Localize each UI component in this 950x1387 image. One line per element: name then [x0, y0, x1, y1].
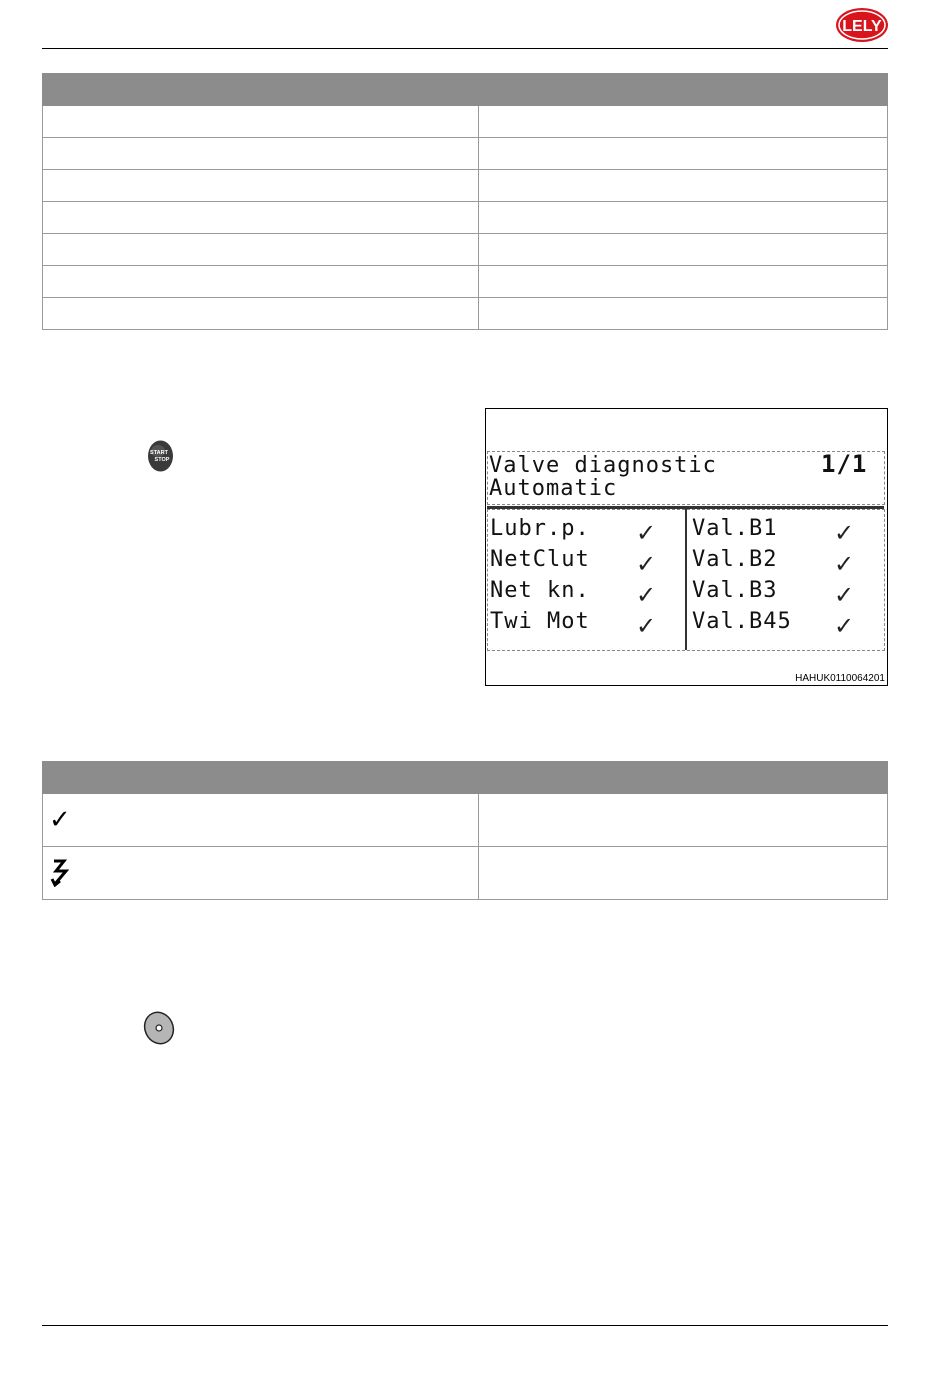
table-cell [43, 266, 479, 298]
header-rule [42, 48, 888, 49]
check-icon: ✓ [834, 519, 855, 547]
table-cell [43, 298, 479, 330]
table-row [43, 298, 888, 330]
lcd-item-left: Twi Mot [490, 609, 590, 634]
lely-logo [835, 6, 889, 44]
table-cell [479, 266, 888, 298]
svg-text:LELY: LELY [842, 18, 882, 35]
table-row [43, 202, 888, 234]
table-cell [43, 234, 479, 266]
table-row [43, 266, 888, 298]
check-icon: ✓ [834, 550, 855, 578]
lcd-page-indicator: 1/1 [821, 450, 868, 478]
table-header-row [43, 74, 888, 106]
check-icon: ✓ [834, 612, 855, 640]
fault-icon [49, 859, 71, 887]
table-row [43, 847, 888, 900]
table-cell [43, 170, 479, 202]
table-row [43, 170, 888, 202]
lcd-item-left: Net kn. [490, 578, 590, 603]
table-cell [479, 170, 888, 202]
table-cell [43, 847, 479, 900]
table-cell [479, 794, 888, 847]
table-cell [479, 234, 888, 266]
lcd-mode: Automatic [489, 476, 618, 501]
lcd-item-right: Val.B2 [692, 547, 778, 572]
table-cell [479, 138, 888, 170]
table-cell [43, 202, 479, 234]
table-cell [479, 847, 888, 900]
table-header-row [43, 762, 888, 794]
table-cell [43, 138, 479, 170]
table-cell [479, 106, 888, 138]
lcd-item-left: Lubr.p. [490, 516, 590, 541]
enter-button-icon [142, 1010, 176, 1046]
lcd-item-right: Val.B1 [692, 516, 778, 541]
table-header-cell [43, 74, 479, 106]
lcd-item-right: Val.B45 [692, 609, 792, 634]
table-header-cell [43, 762, 479, 794]
lcd-item-right: Val.B3 [692, 578, 778, 603]
check-icon: ✓ [636, 519, 657, 547]
table-header-cell [479, 762, 888, 794]
table-cell [479, 202, 888, 234]
table-cell [43, 106, 479, 138]
table-header-cell [479, 74, 888, 106]
table-row [43, 234, 888, 266]
lcd-title: Valve diagnostic [489, 453, 717, 478]
table-row [43, 794, 888, 847]
check-icon: ✓ [49, 805, 71, 835]
check-icon: ✓ [834, 581, 855, 609]
valve-diagnostic-screen [485, 408, 888, 686]
table-row [43, 138, 888, 170]
svg-text:STOP: STOP [154, 457, 170, 463]
table-cell [43, 794, 479, 847]
image-reference: HAHUK0110064201 [795, 673, 885, 684]
check-icon: ✓ [636, 612, 657, 640]
check-icon: ✓ [636, 581, 657, 609]
parameter-table [42, 73, 888, 330]
start-stop-button-icon [147, 440, 174, 472]
status-legend-table [42, 761, 888, 900]
table-row [43, 106, 888, 138]
lcd-item-left: NetClut [490, 547, 590, 572]
table-cell [479, 298, 888, 330]
check-icon: ✓ [636, 550, 657, 578]
svg-text:START: START [150, 450, 168, 456]
lcd-column-divider [685, 509, 687, 650]
footer-rule [42, 1325, 888, 1326]
